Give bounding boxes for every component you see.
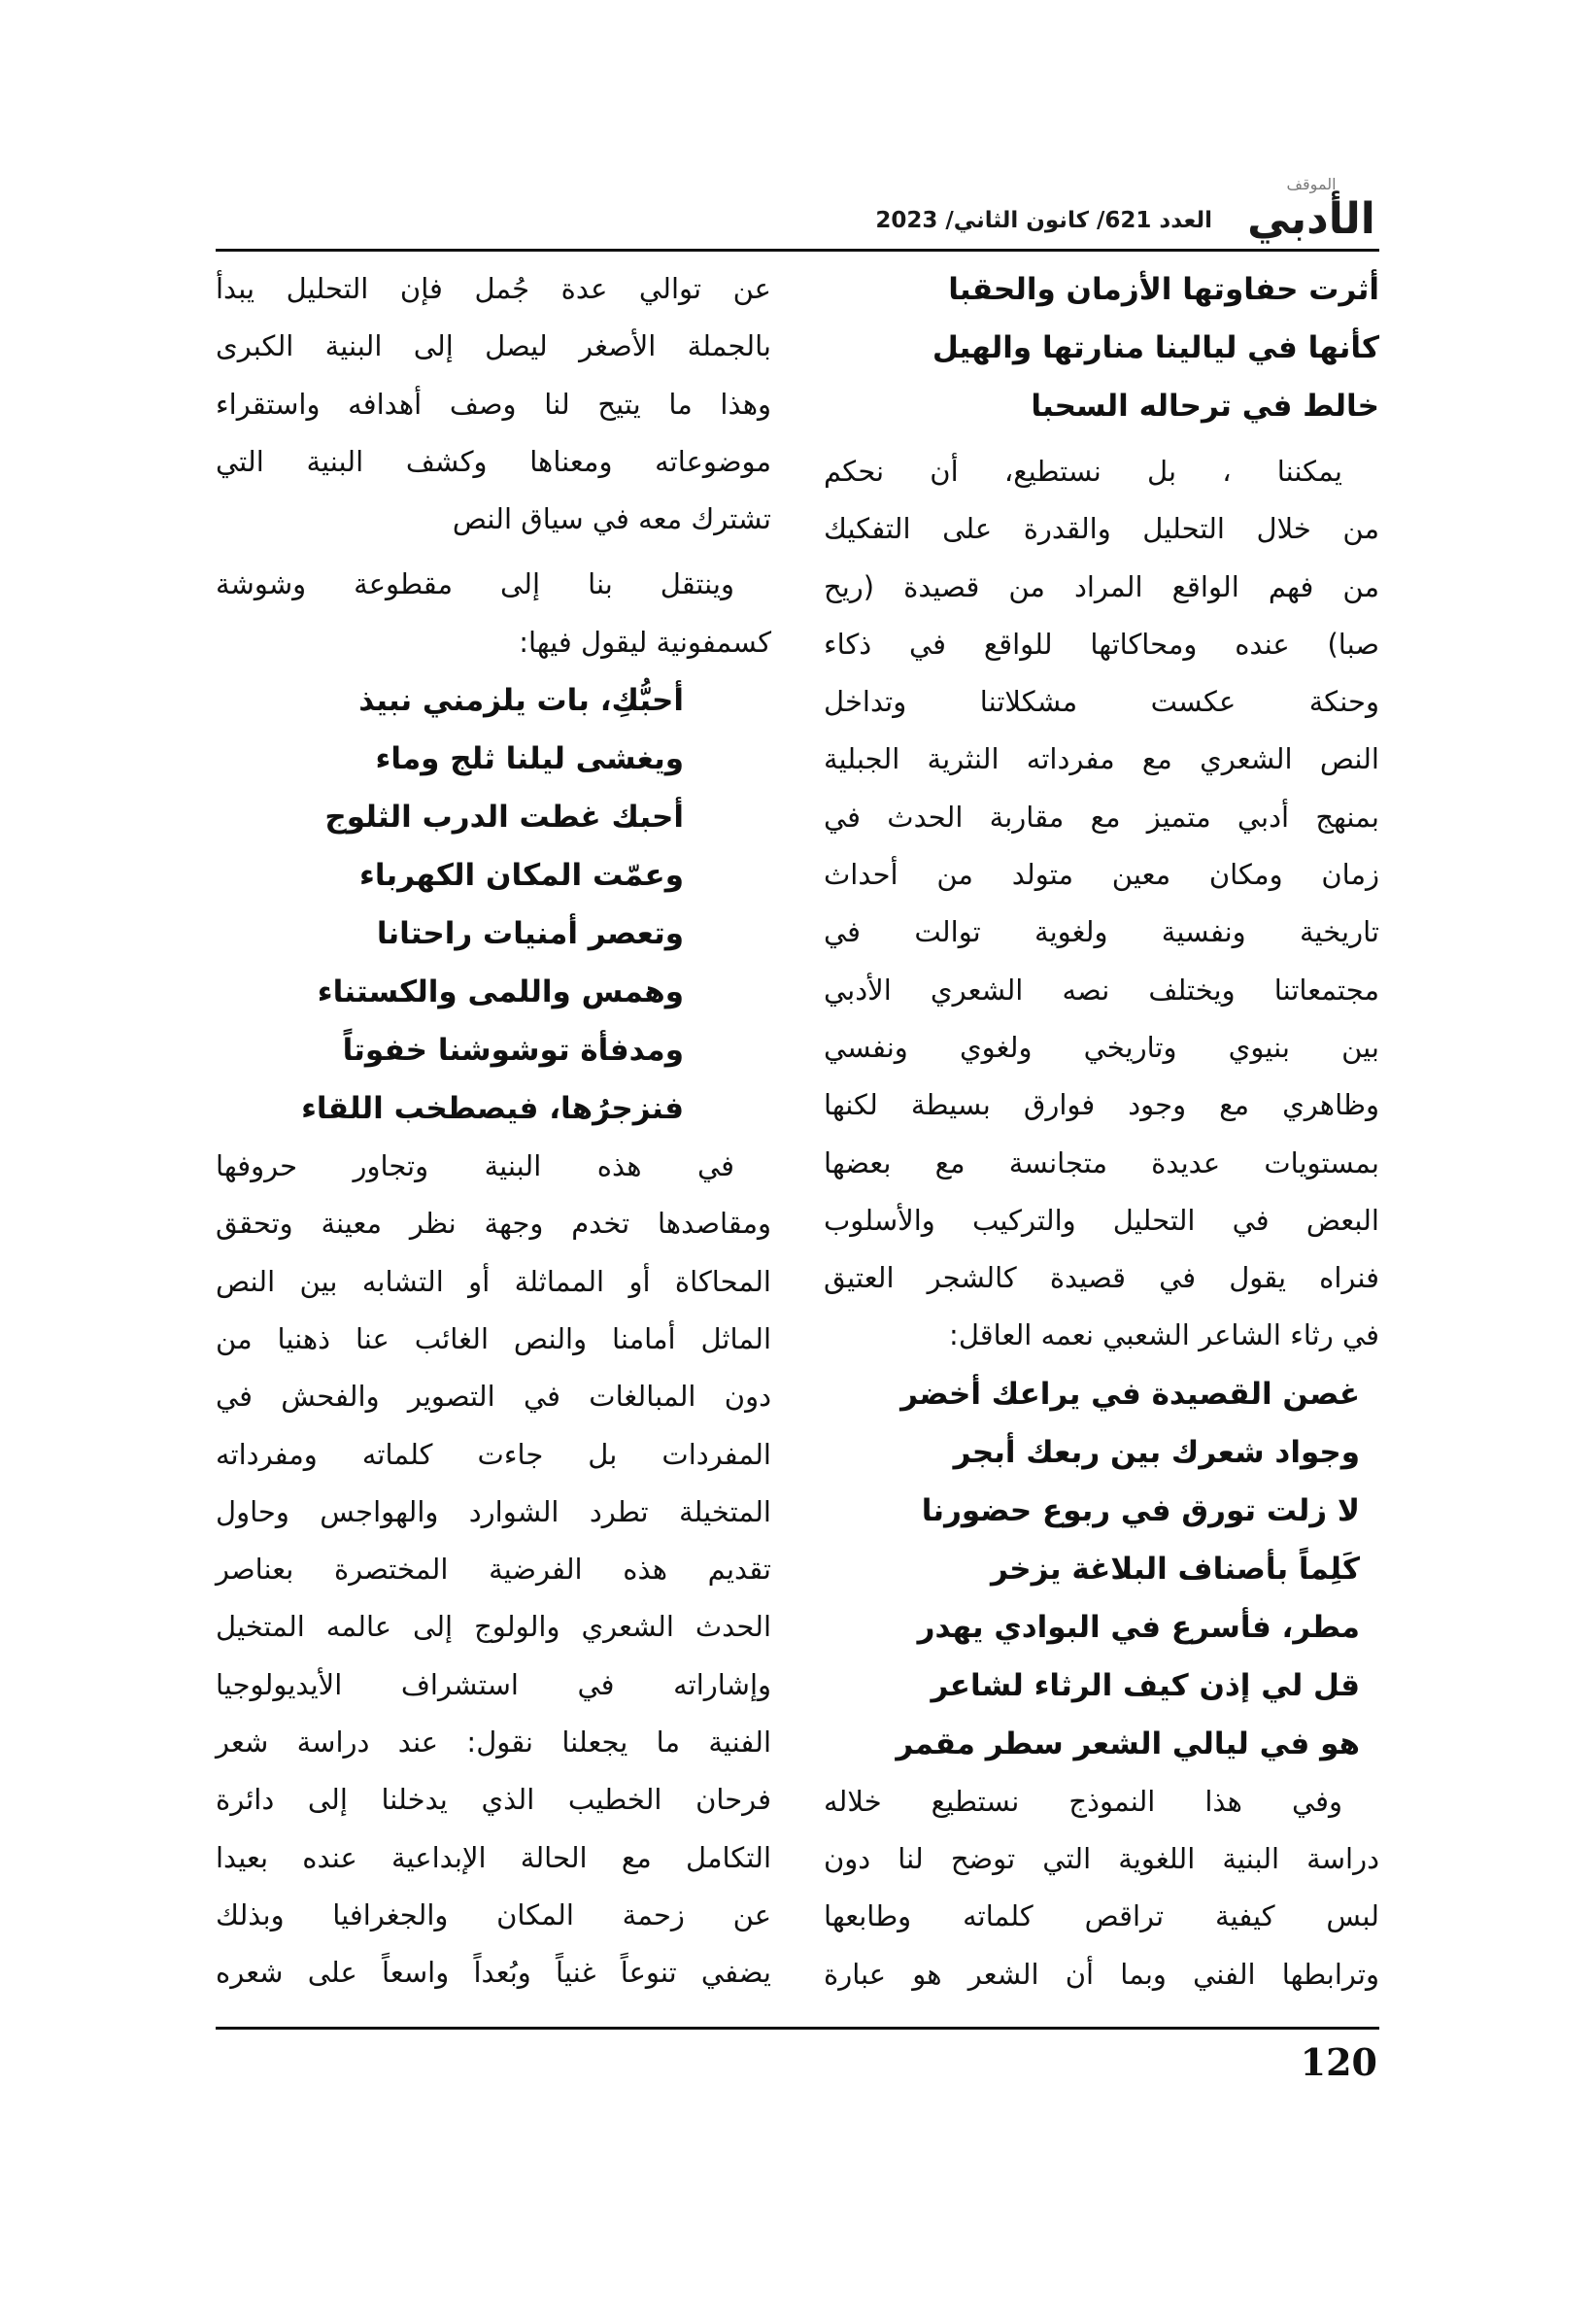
text-line: دراسة البنية اللغوية التي توضح لنا دون bbox=[824, 1842, 1379, 1876]
verse-line: هو في ليالي الشعر سطر مقمر bbox=[896, 1726, 1360, 1761]
text-line: وهذا ما يتيح لنا وصف أهدافه واستقراء bbox=[216, 387, 771, 421]
text-line: فرحان الخطيب الذي يدخلنا إلى دائرة bbox=[216, 1783, 771, 1817]
text-line: صبا) عنده ومحاكاتها للواقع في ذكاء bbox=[824, 627, 1379, 661]
footer-rule bbox=[216, 2027, 1379, 2030]
text-line: كسمفونية ليقول فيها: bbox=[519, 625, 771, 659]
text-line: من فهم الواقع المراد من قصيدة (ريح bbox=[824, 569, 1379, 603]
text-line: تقديم هذه الفرضية المختصرة بعناصر bbox=[216, 1553, 771, 1587]
verse-line: وعمّت المكان الكهرباء bbox=[359, 858, 684, 894]
text-line: وحنكة عكست مشكلاتنا وتداخل bbox=[824, 685, 1379, 719]
text-line: ومقاصدها تخدم وجهة نظر معينة وتحقق bbox=[216, 1207, 771, 1241]
text-line: المتخيلة تطرد الشوارد والهواجس وحاول bbox=[216, 1494, 771, 1528]
right-column bbox=[824, 260, 1379, 2003]
verse-line: وجواد شعرك بين ربعك أبجر bbox=[953, 1434, 1360, 1470]
text-line: دون المبالغات في التصوير والفحش في bbox=[216, 1380, 771, 1414]
text-line: لبس كيفية تراقص كلماته وطابعها bbox=[824, 1899, 1379, 1933]
verse-block-2 bbox=[824, 1365, 1379, 1773]
verse-line: أثرت حفاوتها الأزمان والحقبا bbox=[948, 272, 1379, 307]
text-line: في هذه البنية وتجاور حروفها bbox=[216, 1149, 734, 1183]
logo-main-text: الأدبي bbox=[1247, 194, 1375, 244]
text-line: الماثل أمامنا والنص الغائب عنا ذهنيا من bbox=[216, 1321, 771, 1355]
verse-line: ومدفأة توشوشنا خفوتاً bbox=[342, 1033, 684, 1069]
text-line: وينتقل بنا إلى مقطوعة وشوشة bbox=[216, 567, 734, 601]
verse-block-1 bbox=[824, 260, 1379, 435]
verse-line: وهمس واللمى والكستناء bbox=[317, 974, 684, 1010]
text-line: يمكننا ، بل نستطيع، أن نحكم bbox=[824, 455, 1342, 488]
verse-line: لا زلت تورق في ربوع حضورنا bbox=[921, 1492, 1360, 1528]
text-line: من خلال التحليل والقدرة على التفكيك bbox=[824, 512, 1379, 546]
text-line: تشترك معه في سياق النص bbox=[452, 502, 771, 536]
spacer bbox=[824, 435, 1379, 443]
text-line: المفردات بل جاءت كلماته ومفرداته bbox=[216, 1437, 771, 1471]
verse-line: أحبك غطت الدرب الثلوج bbox=[324, 800, 684, 836]
text-line: زمان ومكان معين متولد من أحداث bbox=[824, 858, 1379, 892]
text-line: عن توالي عدة جُمل فإن التحليل يبدأ bbox=[216, 272, 771, 305]
text-line: بمستويات عديدة متجانسة مع بعضها bbox=[824, 1145, 1379, 1179]
verse-line: خالط في ترحاله السحبا bbox=[1031, 389, 1379, 424]
text-line: بالجملة الأصغر ليصل إلى البنية الكبرى bbox=[216, 329, 771, 363]
page-header bbox=[216, 175, 1379, 251]
spacer bbox=[216, 548, 771, 556]
magazine-logo bbox=[1243, 175, 1379, 247]
issue-info: العدد 621/ كانون الثاني/ 2023 bbox=[875, 208, 1212, 233]
text-line: وفي هذا النموذج نستطيع خلاله bbox=[824, 1784, 1342, 1818]
header-rule bbox=[216, 249, 1379, 252]
text-line: المحاكاة أو المماثلة أو التشابه بين النص bbox=[216, 1264, 771, 1298]
text-line: وترابطها الفني وبما أن الشعر هو عبارة bbox=[824, 1957, 1379, 1991]
verse-line: ويغشى ليلنا ثلج وماء bbox=[375, 741, 684, 777]
paragraph bbox=[824, 443, 1379, 1365]
paragraph bbox=[216, 260, 771, 548]
text-line: البعض في التحليل والتركيب والأسلوب bbox=[824, 1203, 1379, 1237]
verse-line: وتعصر أمنيات راحتانا bbox=[376, 916, 684, 952]
text-line: وإشاراته في استشراف الأيديولوجيا bbox=[216, 1667, 771, 1701]
text-line: عن زحمة المكان والجغرافيا وبذلك bbox=[216, 1897, 771, 1931]
text-line: يضفي تنوعاً غنياً وبُعداً واسعاً على شعره bbox=[216, 1956, 771, 1990]
text-line: بمنهج أدبي متميز مع مقاربة الحدث في bbox=[824, 800, 1379, 834]
paragraph bbox=[216, 1138, 771, 2001]
text-line: الحدث الشعري والولوج إلى عالمه المتخيل bbox=[216, 1610, 771, 1644]
text-line: تاريخية ونفسية ولغوية توالت في bbox=[824, 915, 1379, 949]
verse-line: أحبُّكِ، بات يلزمني نبيذ bbox=[358, 683, 684, 719]
verse-line: كأنها في ليالينا منارتها والهيل bbox=[932, 330, 1379, 365]
page-number: 120 bbox=[1300, 2040, 1377, 2084]
verse-line: فنزجرُها، فيصطخب اللقاء bbox=[301, 1091, 684, 1127]
text-line: بين بنيوي وتاريخي ولغوي ونفسي bbox=[824, 1030, 1379, 1064]
verse-line: مطر، فأسرع في البوادي يهدر bbox=[917, 1609, 1360, 1645]
verse-line: كَلِماً بأصناف البلاغة يزخر bbox=[990, 1551, 1360, 1587]
text-line: التكامل مع الحالة الإبداعية عنده بعيدا bbox=[216, 1840, 771, 1874]
paragraph bbox=[216, 556, 771, 671]
text-line: في رثاء الشاعر الشعبي نعمه العاقل: bbox=[949, 1318, 1379, 1352]
left-column bbox=[216, 260, 771, 2002]
verse-line: قل لي إذن كيف الرثاء لشاعر bbox=[931, 1667, 1360, 1703]
text-line: الفنية ما يجعلنا نقول: عند دراسة شعر bbox=[216, 1726, 771, 1760]
text-line: موضوعاته ومعناها وكشف البنية التي bbox=[216, 444, 771, 478]
logo-top-text: الموقف bbox=[1286, 175, 1337, 193]
text-line: وظاهري مع وجود فوارق بسيطة لكنها bbox=[824, 1088, 1379, 1122]
verse-block-3 bbox=[216, 671, 771, 1138]
text-line: فنراه يقول في قصيدة كالشجر العتيق bbox=[824, 1261, 1379, 1295]
text-line: مجتمعاتنا ويختلف نصه الشعري الأدبي bbox=[824, 973, 1379, 1007]
text-line: النص الشعري مع مفرداته النثرية الجبلية bbox=[824, 742, 1379, 776]
verse-line: غصن القصيدة في يراعك أخضر bbox=[900, 1376, 1360, 1412]
paragraph bbox=[824, 1773, 1379, 2003]
